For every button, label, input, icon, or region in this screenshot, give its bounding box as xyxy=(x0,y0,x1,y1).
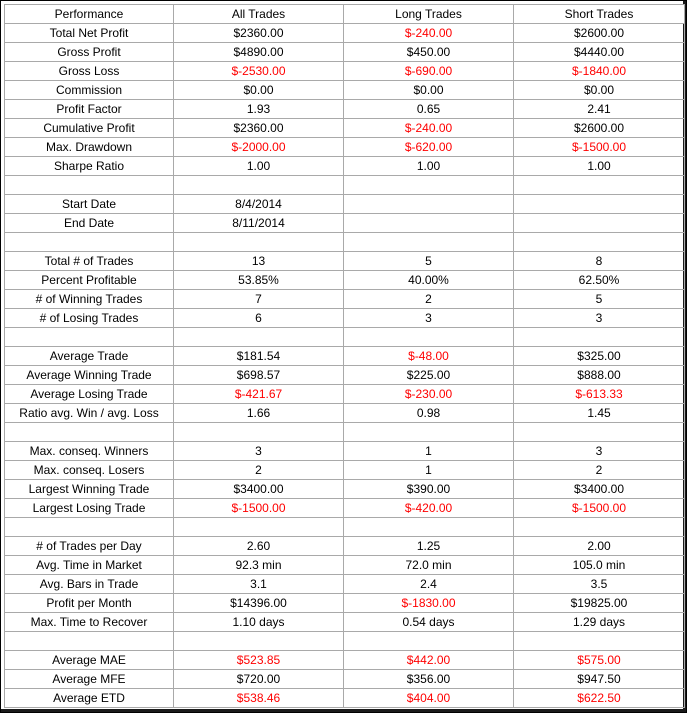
all-trades-value: 7 xyxy=(174,290,344,309)
table-row[interactable] xyxy=(5,24,685,43)
long-trades-value: $-48.00 xyxy=(344,347,514,366)
all-trades-value: 2.60 xyxy=(174,537,344,556)
long-trades-value: $0.00 xyxy=(344,81,514,100)
short-trades-value: 8 xyxy=(514,252,685,271)
separator-row[interactable] xyxy=(5,176,685,195)
all-trades-value xyxy=(174,423,344,442)
table-row[interactable] xyxy=(5,138,685,157)
short-trades-value: $2600.00 xyxy=(514,24,685,43)
long-trades-value xyxy=(344,233,514,252)
row-label: Average Trade xyxy=(5,347,174,366)
all-trades-value: $181.54 xyxy=(174,347,344,366)
row-label: Ratio avg. Win / avg. Loss xyxy=(5,404,174,423)
short-trades-value: 3 xyxy=(514,442,685,461)
long-trades-value: $-620.00 xyxy=(344,138,514,157)
table-row[interactable] xyxy=(5,556,685,575)
row-label: Average Winning Trade xyxy=(5,366,174,385)
long-trades-value: 3 xyxy=(344,309,514,328)
table-row[interactable] xyxy=(5,651,685,670)
row-label: Max. conseq. Winners xyxy=(5,442,174,461)
row-label: Cumulative Profit xyxy=(5,119,174,138)
short-trades-value: 3 xyxy=(514,309,685,328)
performance-table[interactable] xyxy=(4,4,685,708)
row-label: Max. Drawdown xyxy=(5,138,174,157)
table-row[interactable] xyxy=(5,385,685,404)
long-trades-value: $404.00 xyxy=(344,689,514,708)
short-trades-value: 1.45 xyxy=(514,404,685,423)
all-trades-value: $14396.00 xyxy=(174,594,344,613)
table-row[interactable] xyxy=(5,309,685,328)
row-label xyxy=(5,423,174,442)
row-label: Avg. Time in Market xyxy=(5,556,174,575)
short-trades-value xyxy=(514,195,685,214)
table-row[interactable] xyxy=(5,575,685,594)
row-label: # of Losing Trades xyxy=(5,309,174,328)
table-row[interactable] xyxy=(5,670,685,689)
row-label xyxy=(5,632,174,651)
table-row[interactable] xyxy=(5,404,685,423)
separator-row[interactable] xyxy=(5,423,685,442)
row-label: Gross Profit xyxy=(5,43,174,62)
long-trades-value: $-690.00 xyxy=(344,62,514,81)
table-row[interactable] xyxy=(5,214,685,233)
long-trades-value: $-420.00 xyxy=(344,499,514,518)
table-row[interactable] xyxy=(5,366,685,385)
row-label: Total # of Trades xyxy=(5,252,174,271)
column-header-performance[interactable]: Performance xyxy=(5,5,174,24)
table-row[interactable] xyxy=(5,271,685,290)
short-trades-value: $19825.00 xyxy=(514,594,685,613)
short-trades-value: 2.00 xyxy=(514,537,685,556)
short-trades-value xyxy=(514,214,685,233)
long-trades-value xyxy=(344,176,514,195)
separator-row[interactable] xyxy=(5,632,685,651)
short-trades-value: $4440.00 xyxy=(514,43,685,62)
short-trades-value: $2600.00 xyxy=(514,119,685,138)
all-trades-value xyxy=(174,328,344,347)
long-trades-value: 1 xyxy=(344,461,514,480)
row-label: Sharpe Ratio xyxy=(5,157,174,176)
table-row[interactable] xyxy=(5,195,685,214)
row-label: # of Winning Trades xyxy=(5,290,174,309)
short-trades-value xyxy=(514,518,685,537)
short-trades-value xyxy=(514,328,685,347)
short-trades-value: $0.00 xyxy=(514,81,685,100)
row-label xyxy=(5,176,174,195)
row-label: Commission xyxy=(5,81,174,100)
short-trades-value: $3400.00 xyxy=(514,480,685,499)
short-trades-value: $325.00 xyxy=(514,347,685,366)
all-trades-value: 53.85% xyxy=(174,271,344,290)
table-row[interactable] xyxy=(5,43,685,62)
long-trades-value: 2.4 xyxy=(344,575,514,594)
row-label: Profit per Month xyxy=(5,594,174,613)
short-trades-value: $888.00 xyxy=(514,366,685,385)
long-trades-value xyxy=(344,328,514,347)
row-label: Largest Winning Trade xyxy=(5,480,174,499)
long-trades-value: $450.00 xyxy=(344,43,514,62)
separator-row[interactable] xyxy=(5,328,685,347)
short-trades-value: $622.50 xyxy=(514,689,685,708)
all-trades-value: $698.57 xyxy=(174,366,344,385)
column-header-short-trades[interactable]: Short Trades xyxy=(514,5,685,24)
long-trades-value: $390.00 xyxy=(344,480,514,499)
long-trades-value: $442.00 xyxy=(344,651,514,670)
all-trades-value: 1.66 xyxy=(174,404,344,423)
all-trades-value: 1.00 xyxy=(174,157,344,176)
short-trades-value: 2.41 xyxy=(514,100,685,119)
all-trades-value xyxy=(174,233,344,252)
long-trades-value: 1 xyxy=(344,442,514,461)
all-trades-value: $720.00 xyxy=(174,670,344,689)
table-row[interactable] xyxy=(5,613,685,632)
all-trades-value: $523.85 xyxy=(174,651,344,670)
long-trades-value: $-240.00 xyxy=(344,24,514,43)
all-trades-value: 6 xyxy=(174,309,344,328)
row-label: Largest Losing Trade xyxy=(5,499,174,518)
row-label: Average ETD xyxy=(5,689,174,708)
column-header-all-trades[interactable]: All Trades xyxy=(174,5,344,24)
all-trades-value: $3400.00 xyxy=(174,480,344,499)
long-trades-value: 72.0 min xyxy=(344,556,514,575)
short-trades-value: $947.50 xyxy=(514,670,685,689)
all-trades-value: 2 xyxy=(174,461,344,480)
table-row[interactable] xyxy=(5,157,685,176)
table-row[interactable] xyxy=(5,100,685,119)
row-label xyxy=(5,518,174,537)
table-row[interactable] xyxy=(5,594,685,613)
row-label: Max. conseq. Losers xyxy=(5,461,174,480)
all-trades-value: $-421.67 xyxy=(174,385,344,404)
separator-row[interactable] xyxy=(5,233,685,252)
short-trades-value xyxy=(514,632,685,651)
row-label xyxy=(5,328,174,347)
long-trades-value: $225.00 xyxy=(344,366,514,385)
long-trades-value: 0.98 xyxy=(344,404,514,423)
long-trades-value: 2 xyxy=(344,290,514,309)
table-row[interactable] xyxy=(5,119,685,138)
short-trades-value: $-1500.00 xyxy=(514,138,685,157)
short-trades-value: 5 xyxy=(514,290,685,309)
short-trades-value xyxy=(514,176,685,195)
long-trades-value xyxy=(344,214,514,233)
short-trades-value: $-1500.00 xyxy=(514,499,685,518)
row-label: Avg. Bars in Trade xyxy=(5,575,174,594)
short-trades-value: 3.5 xyxy=(514,575,685,594)
column-header-long-trades[interactable]: Long Trades xyxy=(344,5,514,24)
all-trades-value: $2360.00 xyxy=(174,119,344,138)
table-row[interactable] xyxy=(5,252,685,271)
long-trades-value xyxy=(344,423,514,442)
table-row[interactable] xyxy=(5,499,685,518)
row-label xyxy=(5,233,174,252)
short-trades-value: 105.0 min xyxy=(514,556,685,575)
all-trades-value xyxy=(174,518,344,537)
long-trades-value xyxy=(344,632,514,651)
separator-row[interactable] xyxy=(5,518,685,537)
short-trades-value xyxy=(514,233,685,252)
long-trades-value: 1.25 xyxy=(344,537,514,556)
all-trades-value: 92.3 min xyxy=(174,556,344,575)
all-trades-value xyxy=(174,632,344,651)
all-trades-value: $2360.00 xyxy=(174,24,344,43)
all-trades-value: 1.93 xyxy=(174,100,344,119)
long-trades-value: $-230.00 xyxy=(344,385,514,404)
short-trades-value: 2 xyxy=(514,461,685,480)
table-body xyxy=(5,24,685,708)
row-label: # of Trades per Day xyxy=(5,537,174,556)
short-trades-value: $-613.33 xyxy=(514,385,685,404)
row-label: Max. Time to Recover xyxy=(5,613,174,632)
short-trades-value: 62.50% xyxy=(514,271,685,290)
short-trades-value: 1.00 xyxy=(514,157,685,176)
row-label: Profit Factor xyxy=(5,100,174,119)
short-trades-value: 1.29 days xyxy=(514,613,685,632)
long-trades-value: 1.00 xyxy=(344,157,514,176)
row-label: Gross Loss xyxy=(5,62,174,81)
long-trades-value xyxy=(344,195,514,214)
table-row[interactable] xyxy=(5,480,685,499)
all-trades-value: 13 xyxy=(174,252,344,271)
all-trades-value: $4890.00 xyxy=(174,43,344,62)
all-trades-value: $538.46 xyxy=(174,689,344,708)
short-trades-value: $575.00 xyxy=(514,651,685,670)
all-trades-value: $-2000.00 xyxy=(174,138,344,157)
all-trades-value: 8/11/2014 xyxy=(174,214,344,233)
all-trades-value: $-2530.00 xyxy=(174,62,344,81)
table-row[interactable] xyxy=(5,537,685,556)
long-trades-value: 0.65 xyxy=(344,100,514,119)
long-trades-value: $356.00 xyxy=(344,670,514,689)
table-row[interactable] xyxy=(5,689,685,708)
long-trades-value: $-240.00 xyxy=(344,119,514,138)
row-label: End Date xyxy=(5,214,174,233)
short-trades-value: $-1840.00 xyxy=(514,62,685,81)
long-trades-value: $-1830.00 xyxy=(344,594,514,613)
table-row[interactable] xyxy=(5,290,685,309)
all-trades-value xyxy=(174,176,344,195)
all-trades-value: $0.00 xyxy=(174,81,344,100)
long-trades-value: 5 xyxy=(344,252,514,271)
long-trades-value xyxy=(344,518,514,537)
short-trades-value xyxy=(514,423,685,442)
row-label: Average Losing Trade xyxy=(5,385,174,404)
long-trades-value: 40.00% xyxy=(344,271,514,290)
row-label: Start Date xyxy=(5,195,174,214)
table-row[interactable] xyxy=(5,81,685,100)
all-trades-value: 1.10 days xyxy=(174,613,344,632)
all-trades-value: $-1500.00 xyxy=(174,499,344,518)
row-label: Percent Profitable xyxy=(5,271,174,290)
all-trades-value: 3.1 xyxy=(174,575,344,594)
row-label: Total Net Profit xyxy=(5,24,174,43)
table-row[interactable] xyxy=(5,62,685,81)
all-trades-value: 8/4/2014 xyxy=(174,195,344,214)
table-row[interactable] xyxy=(5,461,685,480)
table-row[interactable] xyxy=(5,347,685,366)
row-label: Average MFE xyxy=(5,670,174,689)
table-row[interactable] xyxy=(5,442,685,461)
long-trades-value: 0.54 days xyxy=(344,613,514,632)
all-trades-value: 3 xyxy=(174,442,344,461)
row-label: Average MAE xyxy=(5,651,174,670)
header-row xyxy=(5,5,685,24)
